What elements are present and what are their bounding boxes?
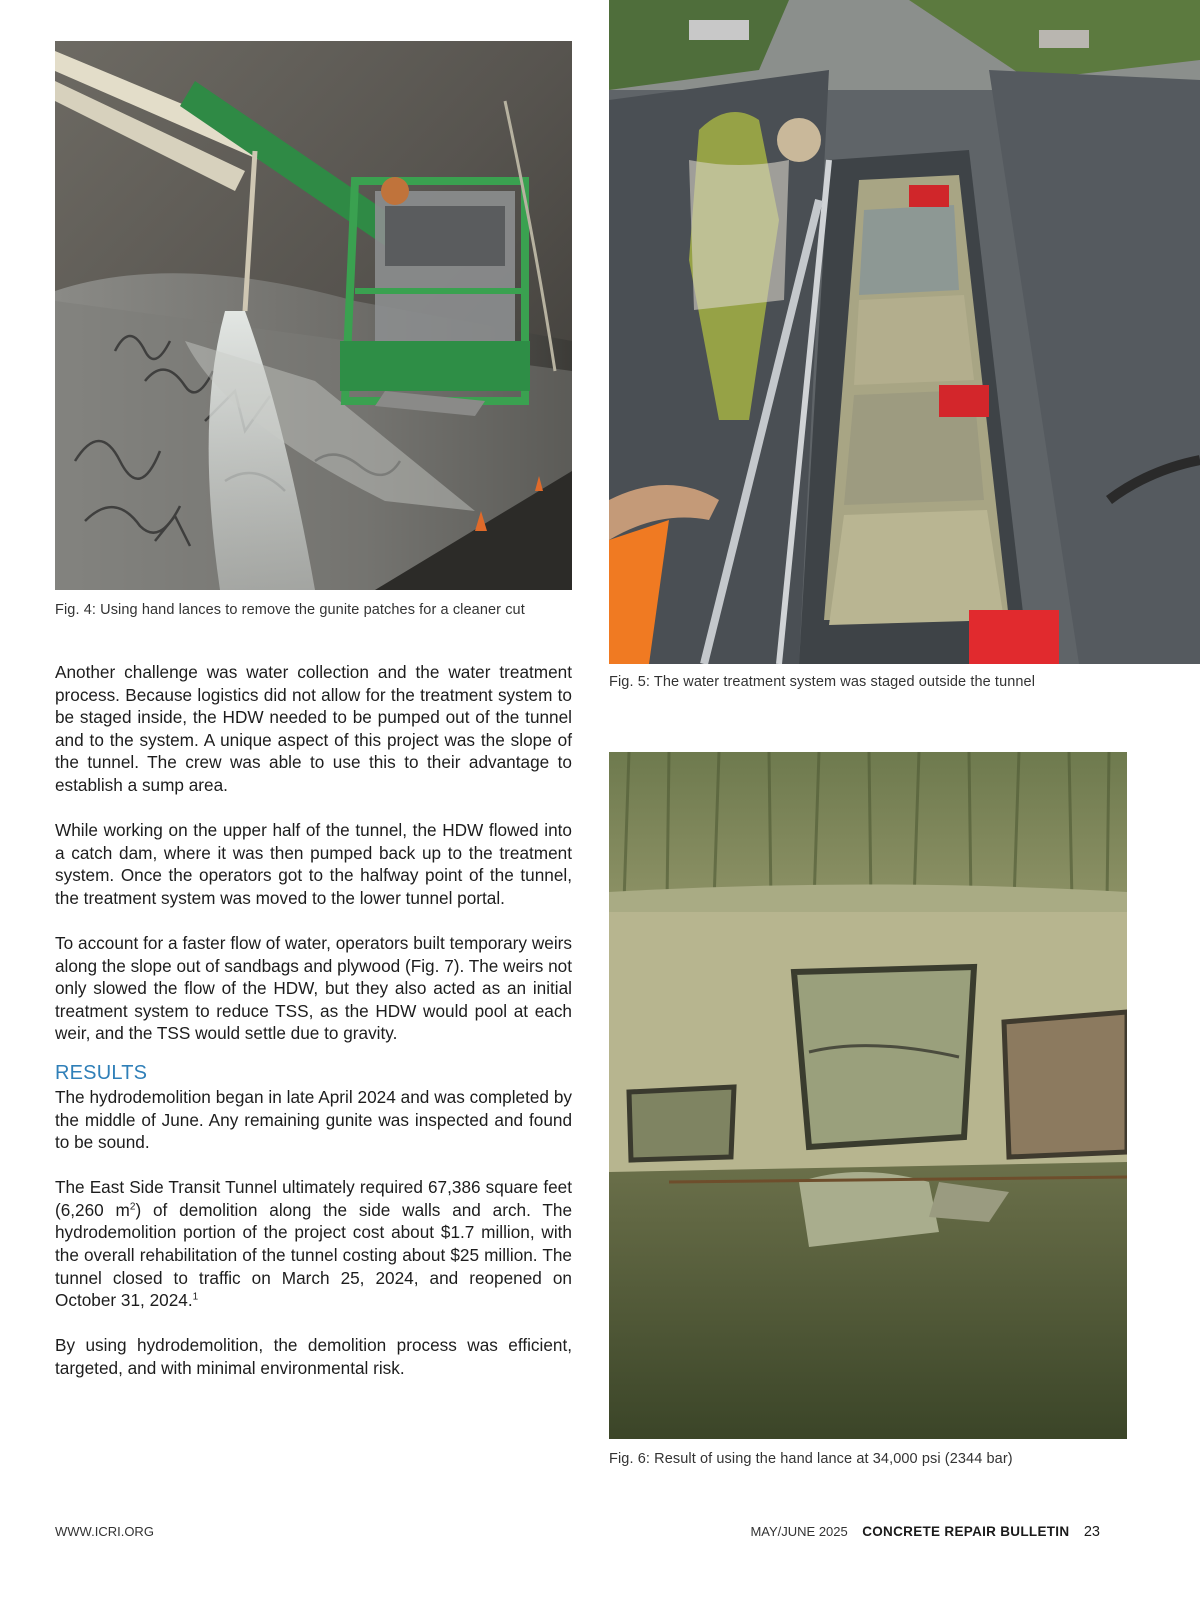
body-paragraph: The hydrodemolition began in late April 2024 and was completed by the middle of June. Any remaining gunite was inspected and found to be sound.: [55, 1086, 572, 1153]
footer-issue: [750, 1524, 1100, 1540]
fig5-photo: [609, 0, 1200, 664]
body-paragraph: Another challenge was water collection and the water treatment process. Because logistics did not allow for the treatment system to be staged inside, the HDW needed to be pumped out of the tunnel and to the system. A unique aspect of this project was the slope of the tunnel. The crew was able to use this to their advantage to establish a sump area.: [55, 662, 572, 795]
footer-issue-date: MAY/JUNE 2025: [750, 1524, 848, 1539]
fig6-caption: Fig. 6: Result of using the hand lance at 34,000 psi (2344 bar): [609, 1451, 1013, 1467]
fig5-caption: Fig. 5: The water treatment system was staged outside the tunnel: [609, 674, 1036, 690]
body-paragraph: By using hydrodemolition, the demolition process was efficient, targeted, and with minimal environmental risk.: [55, 1335, 572, 1378]
body-paragraph: To account for a faster flow of water, operators built temporary weirs along the slope out of sandbags and plywood (Fig. 7). The weirs not only slowed the flow of the HDW, but they also acted as an initial treatment system to reduce TSS, as the HDW would pool at each weir, and the TSS would settle due to gravity.: [55, 932, 572, 1044]
section-heading-results: RESULTS: [55, 1061, 148, 1084]
page-number: 23: [1083, 1524, 1100, 1540]
fig4-caption: Fig. 4: Using hand lances to remove the gunite patches for a cleaner cut: [55, 602, 525, 618]
article-body: [55, 661, 572, 1402]
fig4-photo: [55, 41, 572, 590]
footer-publication: CONCRETE REPAIR BULLETIN: [862, 1524, 1070, 1539]
body-paragraph: The East Side Transit Tunnel ultimately required 67,386 square feet (6,260 $m^2$) of demolition along the side walls and arch. The hydrodemolition portion of the project cost about $1.7 million, with the overall rehabilitation of the tunnel costing about $25 million. The tunnel closed to traffic on March 25, 2024, and reopened on October 31, 2024.$^1$: [55, 1177, 573, 1311]
footer-website: WWW.ICRI.ORG: [55, 1524, 154, 1539]
fig6-photo: [609, 752, 1127, 1439]
body-paragraph: While working on the upper half of the tunnel, the HDW flowed into a catch dam, where it was then pumped back up to the treatment system. Once the operators got to the halfway point of the tunnel, the treatment system was moved to the lower tunnel portal.: [55, 820, 572, 908]
